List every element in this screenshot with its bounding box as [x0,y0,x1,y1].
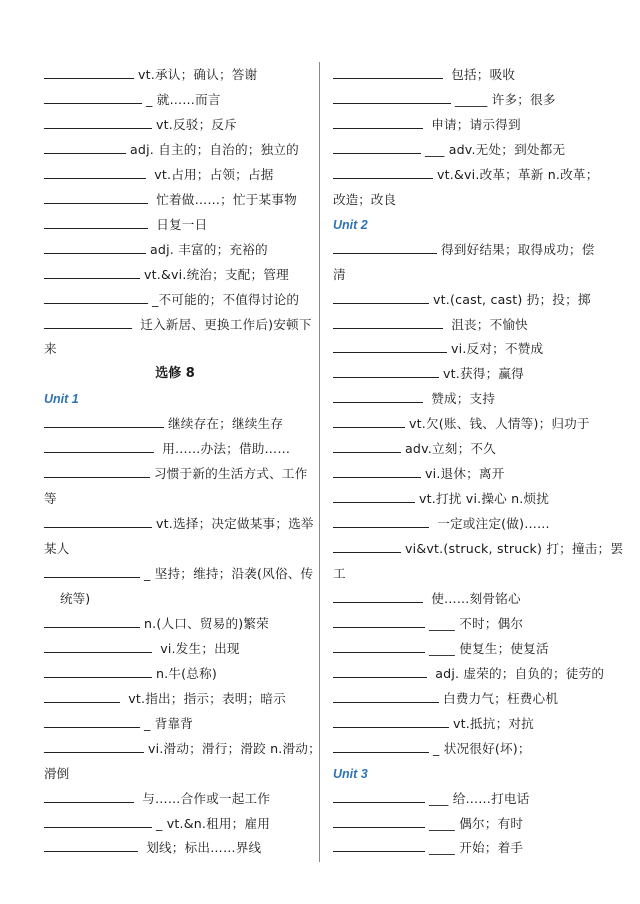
vocab-entry [44,565,314,583]
vocab-entry [44,740,321,758]
answer-blank[interactable] [333,415,405,428]
definition-continuation: 清 [333,266,346,282]
answer-blank[interactable] [333,116,423,129]
definition-text: 包括；吸收 [447,67,516,82]
definition-text: _ vt.&n.租用；雇用 [156,815,271,831]
definition-text: 得到好结果；取得成功；偿 [441,241,595,257]
definition-text: vt.占用；占领；占据 [150,166,274,182]
definition-text: 申请；请示得到 [427,116,521,132]
answer-blank[interactable] [333,241,437,254]
vocab-entry [333,91,603,109]
vocab-entry [333,415,603,433]
vocab-entry [333,615,603,633]
answer-blank[interactable] [333,615,425,628]
answer-blank[interactable] [333,141,421,154]
definition-text: 与……合作或一起工作 [138,790,271,806]
vocab-entry [333,291,603,309]
answer-blank[interactable] [44,66,134,79]
answer-blank[interactable] [333,715,449,728]
definition-text: vt.&vi.改革；革新 n.改革； [437,166,599,182]
vocab-entry [333,665,603,683]
definition-continuation: 某人 [44,541,70,557]
vocab-entry [333,490,603,508]
definition-text: adj. 虚荣的；自负的；徒劳的 [431,665,605,681]
definition-text: vt.打扰 vi.操心 n.烦扰 [419,491,550,507]
answer-blank[interactable] [44,690,120,703]
vocab-entry [44,665,306,683]
answer-blank[interactable] [44,465,150,478]
definition-text: adv.立刻；不久 [405,441,496,457]
vocab-entry [44,415,306,433]
answer-blank[interactable] [44,91,142,104]
definition-text: ___ 给……打电话 [429,790,530,806]
answer-blank[interactable] [44,316,132,329]
answer-blank[interactable] [44,116,152,129]
vocab-entry [333,241,603,259]
vocab-entry [333,790,603,808]
vocab-entry [44,141,306,159]
vocab-entry [44,291,306,309]
vocab-entry [333,540,624,558]
vocab-entry [44,515,314,533]
vocab-entry [333,440,603,458]
answer-blank[interactable] [44,740,144,753]
section-title: 选修 8 [155,366,195,382]
definition-text: n.(人口、贸易的)繁荣 [144,615,269,631]
answer-blank[interactable] [44,141,126,154]
definition-text: vt.选择；决定做某事；选举 [156,516,314,532]
answer-blank[interactable] [333,166,433,179]
definition-text: vt.承认；确认；答谢 [138,67,258,82]
answer-blank[interactable] [333,590,423,603]
definition-text: _不可能的；不值得讨论的 [152,291,300,307]
vocab-entry [333,390,603,408]
answer-blank[interactable] [44,291,148,304]
vocab-entry [44,640,306,658]
vocab-entry [333,839,603,857]
answer-blank[interactable] [333,790,425,803]
answer-blank[interactable] [333,665,427,678]
answer-blank[interactable] [333,365,439,378]
vocab-entry [44,440,306,458]
definition-text: vt.&vi.统治；支配；管理 [144,266,289,282]
definition-text: 划线；标出……界线 [142,840,262,856]
answer-blank[interactable] [44,191,148,204]
answer-blank[interactable] [44,665,152,678]
vocab-entry [44,465,306,483]
vocab-entry [333,465,603,483]
definition-text: ___ adv.无处；到处都无 [425,141,566,157]
vocab-entry [44,790,306,808]
definition-text: _ 坚持；维持；沿袭(风俗、传 [144,566,314,581]
definition-text: ____ 不时；偶尔 [429,615,524,631]
definition-text: 用……办法；借助…… [158,441,291,457]
unit-heading: Unit 3 [333,766,368,781]
definition-text: 习惯于新的生活方式、工作 [154,466,308,482]
vocab-entry [44,839,306,857]
vocab-entry [333,740,603,758]
definition-text: ____ 开始；着手 [429,840,524,856]
definition-text: 一定或注定(做)…… [433,516,550,532]
vocab-entry [44,715,306,733]
answer-blank[interactable] [44,715,140,728]
vocab-entry [44,166,306,184]
vocab-entry [333,640,603,658]
answer-blank[interactable] [333,540,401,553]
definition-text: vt.抵抗；对抗 [453,715,534,731]
definition-text: 赞成；支持 [427,391,496,407]
definition-text: vt.指出；指示；表明；暗示 [124,690,286,706]
answer-blank[interactable] [44,216,148,229]
vocab-entry [333,590,603,608]
vocab-entry [333,141,603,159]
answer-blank[interactable] [333,690,439,703]
vocab-entry [333,515,603,533]
vocab-entry [333,365,603,383]
definition-text: ____ 偶尔；有时 [429,815,524,831]
definition-text: 日复一日 [152,216,208,232]
answer-blank[interactable] [333,515,429,528]
vocab-entry [44,91,306,109]
answer-blank[interactable] [333,640,425,653]
definition-text: vi&vt.(struck, struck) 打；撞击；罢 [405,541,624,557]
answer-blank[interactable] [44,415,164,428]
definition-continuation: 来 [44,341,57,357]
definition-continuation: 统等) [60,590,91,606]
answer-blank[interactable] [333,465,421,478]
vocab-entry [333,66,603,84]
definition-text: vt.欠(账、钱、人情等)；归功于 [409,416,590,432]
vocab-entry [333,340,603,358]
definition-text: _ 背靠背 [144,715,194,731]
definition-text: ____ 使复生；使复活 [429,640,549,656]
vocab-entry [333,690,603,708]
answer-blank[interactable] [44,565,140,578]
vocab-entry [44,116,306,134]
unit-heading: Unit 1 [44,392,79,407]
vocab-entry [44,615,306,633]
answer-blank[interactable] [44,839,138,852]
definition-text: 迁入新居、更换工作后)安顿下 [136,316,312,332]
answer-blank[interactable] [44,440,154,453]
vocab-entry [44,241,306,259]
answer-blank[interactable] [44,241,146,254]
definition-text: vi.滑动；滑行；滑跤 n.滑动； [148,740,321,756]
definition-text: vi.反对；不赞成 [451,341,544,357]
vocab-entry [44,266,306,284]
answer-blank[interactable] [333,740,429,753]
definition-text: vi.发生；出现 [156,640,240,656]
definition-text: 沮丧；不愉快 [447,316,528,332]
vocab-entry [44,316,312,334]
vocab-entry [44,690,306,708]
definition-text: 白费力气；枉费心机 [443,690,559,706]
answer-blank[interactable] [333,815,425,828]
vocab-entry [333,116,603,134]
vocab-entry [333,815,603,833]
unit-heading: Unit 2 [333,217,368,232]
answer-blank[interactable] [44,640,152,653]
definition-text: vt.(cast, cast) 扔；投；掷 [433,291,591,307]
answer-blank[interactable] [333,91,451,104]
answer-blank[interactable] [44,266,140,279]
definition-text: adj. 自主的；自治的；独立的 [130,141,299,157]
definition-text: _ 状况很好(坏)； [433,740,531,756]
vocab-entry [333,715,603,733]
answer-blank[interactable] [333,440,401,453]
definition-continuation: 工 [333,566,346,581]
definition-text: adj. 丰富的；充裕的 [150,241,268,257]
answer-blank[interactable] [333,316,443,329]
definition-text: vi.退休；离开 [425,466,505,482]
definition-text: 继续存在；继续生存 [168,416,284,432]
definition-text: 忙着做……；忙于某事物 [152,191,297,207]
definition-continuation: 等 [44,491,57,507]
answer-blank[interactable] [44,615,140,628]
definition-text: vt.反驳；反斥 [156,116,237,132]
vocab-entry [44,815,306,833]
answer-blank[interactable] [333,390,423,403]
vocab-entry [44,66,306,84]
answer-blank[interactable] [333,291,429,304]
definition-text: _____ 许多；很多 [455,91,556,107]
definition-text: vt.获得；赢得 [443,366,524,382]
definition-text: _ 就……而言 [146,91,221,107]
answer-blank[interactable] [333,340,447,353]
answer-blank[interactable] [44,790,134,803]
answer-blank[interactable] [333,490,415,503]
answer-blank[interactable] [44,815,152,828]
vocab-entry [44,216,306,234]
definition-continuation: 滑倒 [44,765,70,781]
definition-text: 使……刻骨铭心 [427,590,521,606]
vocab-entry [333,316,603,334]
answer-blank[interactable] [44,166,146,179]
vocab-entry [44,191,306,209]
definition-continuation: 改造；改良 [333,191,396,207]
vocab-entry [333,166,603,184]
definition-text: n.牛(总称) [156,665,217,681]
answer-blank[interactable] [333,66,443,79]
answer-blank[interactable] [44,515,152,528]
answer-blank[interactable] [333,839,425,852]
